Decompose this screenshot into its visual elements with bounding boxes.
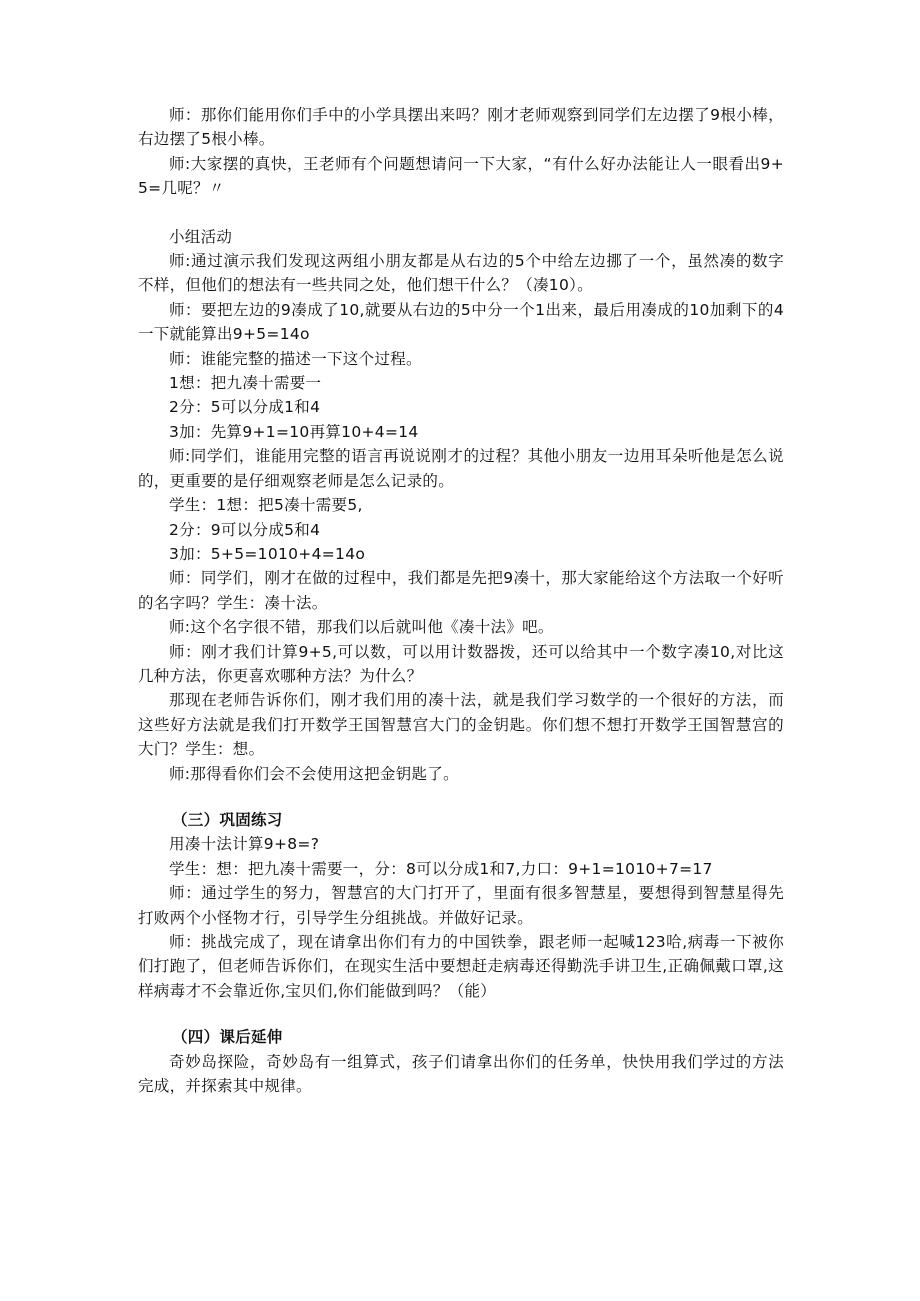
paragraph-2: 师:大家摆的真快，王老师有个问题想请问一下大家，“有什么好办法能让人一眼看出9+5=几呢？〃	[138, 154, 784, 198]
paragraph-20: 用凑十法计算9+8=?	[169, 835, 320, 854]
spacer	[138, 1003, 784, 1025]
section-label-group-activity: 小组活动	[169, 227, 233, 246]
spacer	[138, 786, 784, 808]
paragraph-4: 师:通过演示我们发现这两组小朋友都是从右边的5个中给左边挪了一个，虽然凑的数字不样，但他们的想法有一些共同之处，他们想干什么？（凑10）。	[138, 252, 784, 295]
step-add: 3加：先算9+1=10再算10+4=14	[169, 422, 419, 441]
student-step-add: 3加：5+5=1010+4=14o	[169, 544, 366, 563]
step-think: 1想：把九凑十需要一	[169, 374, 322, 393]
paragraph-21: 学生：想：把九凑十需要一，分：8可以分成1和7,力口：9+1=1010+7=17	[169, 859, 713, 878]
paragraph-22: 师：通过学生的努力，智慧宫的大门打开了，里面有很多智慧星，要想得到智慧星得先打败两个小怪物才行，引导学生分组挑战。并做好记录。	[138, 884, 784, 927]
paragraph-15: 师:这个名字很不错，那我们以后就叫他《凑十法》吧。	[169, 618, 554, 637]
section-heading-extension: （四）课后延伸	[172, 1028, 283, 1047]
paragraph-14: 师：同学们，刚才在做的过程中，我们都是先把9凑十，那大家能给这个方法取一个好听的名字吗？学生：凑十法。	[138, 569, 784, 612]
paragraph-1: 师：那你们能用你们手中的小学具摆出来吗？刚才老师观察到同学们左边摆了9根小棒，右边摆了5根小棒。	[138, 106, 784, 149]
document-page	[138, 103, 784, 1098]
paragraph-23: 师：挑战完成了，现在请拿出你们有力的中国铁拳，跟老师一起喊123哈,病毒一下被你们打跑了，但老师告诉你们，在现实生活中要想赶走病毒还得勤洗手讲卫生,正确佩戴口罩,这样病毒才不会靠近你,宝贝们,你们能做到吗？（能）	[138, 933, 784, 1000]
student-step-think: 学生：1想：把5凑十需要5,	[169, 496, 363, 515]
spacer	[138, 201, 784, 225]
paragraph-6: 师：谁能完整的描述一下这个过程。	[169, 349, 422, 368]
paragraph-16: 师：刚才我们计算9+5,可以数，可以用计数器拨，还可以给其中一个数字凑10,对比这几种方法，你更喜欢哪种方法？为什么？	[138, 642, 784, 685]
student-step-split: 2分：9可以分成5和4	[169, 520, 321, 539]
paragraph-18: 师:那得看你们会不会使用这把金钥匙了。	[169, 764, 459, 783]
paragraph-17: 那现在老师告诉你们，刚才我们用的凑十法，就是我们学习数学的一个很好的方法，而这些好方法就是我们打开数学王国智慧宫大门的金钥匙。你们想不想打开数学王国智慧宫的大门？学生：想。	[138, 691, 784, 759]
paragraph-10: 师:同学们，谁能用完整的语言再说说刚才的过程？其他小朋友一边用耳朵听他是怎么说的，更重要的是仔细观察老师是怎么记录的。	[138, 447, 784, 490]
step-split: 2分：5可以分成1和4	[169, 398, 321, 417]
section-heading-practice: （三）巩固练习	[172, 810, 283, 829]
paragraph-25: 奇妙岛探险，奇妙岛有一组算式，孩子们请拿出你们的任务单，快快用我们学过的方法完成，并探索其中规律。	[138, 1052, 784, 1096]
paragraph-5: 师：要把左边的9凑成了10,就要从右边的5中分一个1出来，最后用凑成的10加剩下的4一下就能算出9+5=14o	[138, 300, 784, 344]
